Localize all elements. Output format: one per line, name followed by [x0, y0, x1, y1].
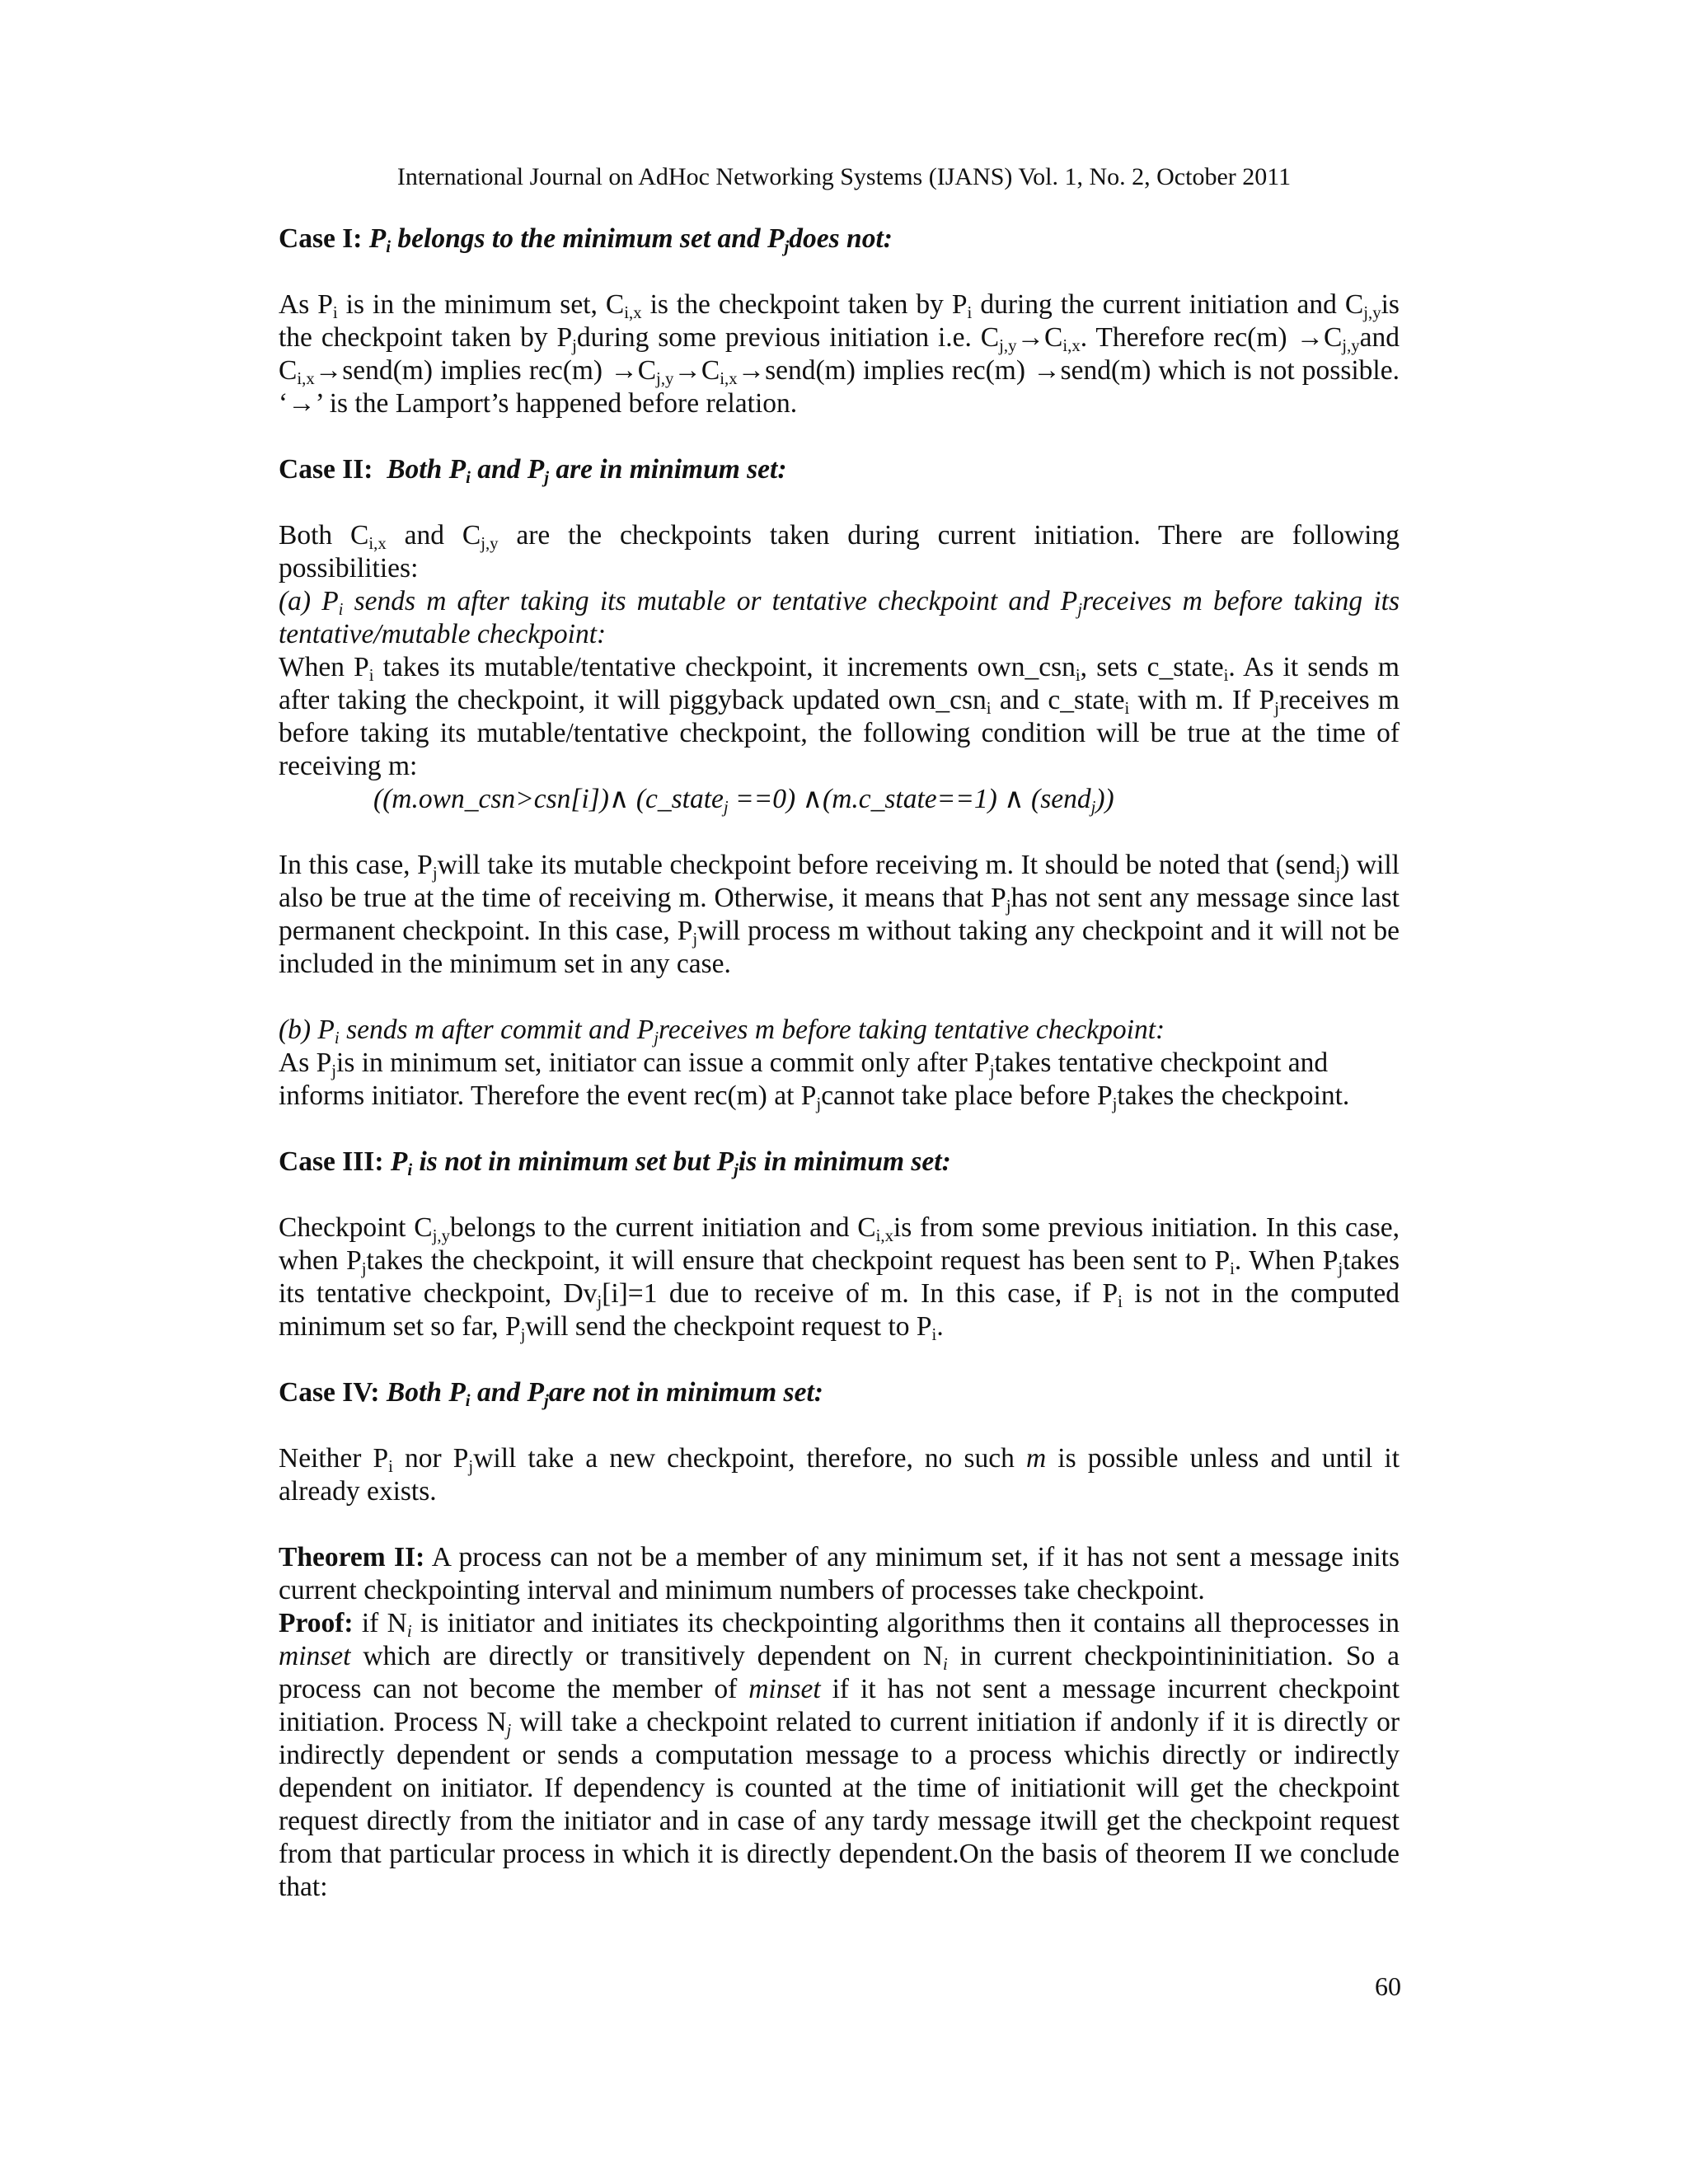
article-body [279, 223, 1400, 1904]
theorem-statement: Theorem II: A process can not be a member of any minimum set, if it has not sent a message inits current checkpointing interval and minimum numbers of processes take checkpoint. [279, 1542, 1400, 1605]
theorem-label: Theorem II: [279, 1542, 425, 1572]
proof-paragraph: Proof: if $N_i$ is initiator and initiates its checkpointing algorithms then it contains all theprocesses in minset which are directly or transitively dependent on $N_i$ in current checkpointininitiation. So a process can not become the member of minset if it has not sent a message incurrent checkpoint initiation. Process $N_j$ will take a checkpoint related to current initiation if andonly if it is directly or indirectly dependent or sends a computation message to a process whichis directly or indirectly dependent on initiator. If dependency is counted at the time of initiationit will get the checkpoint request directly from the initiator and in case of any tardy message itwill get the checkpoint request from that particular process in which it is directly dependent.On the basis of theorem II we conclude that: [279, 1608, 1400, 1902]
case1-heading [279, 223, 1400, 255]
case2-subcase-a-title: (a) $P_i$ sends m after taking its mutable or tentative checkpoint and $P_jreceives$ m before taking its tentative/mutable checkpoint: [279, 586, 1400, 649]
condition-formula: ((m.own_csn>csn[i])∧ (c_state$_j$ ==0) ∧(m.c_state==1) ∧ (send$_j$)) [373, 784, 1114, 817]
case3-title: $P_i$ is not in minimum set but $P_jis$ in minimum set: [390, 1146, 951, 1179]
case2-heading [279, 453, 1400, 486]
case2-subcase-b-body: As $P_jis$ in minimum set, initiator can issue a commit only after $P_jtakes$ tentative checkpoint and informs initiator. Therefore the event rec(m) at $P_jcannot$ take place before $P_jtakes$ the checkpoint. [279, 1047, 1350, 1113]
case2-subcase-a-body: When $P_i$ takes its mutable/tentative checkpoint, it increments own_csn$_i$, sets c_state$_i$. As it sends m after taking the checkpoint, it will piggyback updated own_csn$_i$ and c_state$_i$ with m. If $P_jreceives$ m before taking its mutable/tentative checkpoint, the following condition will be true at the time of receiving m: [279, 652, 1400, 781]
case4-label: Case IV: [279, 1377, 380, 1408]
page-number: 60 [1375, 1971, 1401, 2001]
case4-heading [279, 1376, 1400, 1409]
case3-label: Case III: [279, 1146, 384, 1177]
case4-paragraph: Neither $P_i$ nor $P_jwill$ take a new checkpoint, therefore, no such m is possible unless and until it already exists. [279, 1443, 1400, 1507]
case2-subcase-a-conclusion: In this case, $P_jwill$ take its mutable checkpoint before receiving m. It should be noted that (send$_j$) will also be true at the time of receiving m. Otherwise, it means that $P_jhas$ not sent any message since last permanent checkpoint. In this case, $P_jwill$ process m without taking any checkpoint and it will not be included in the minimum set in any case. [279, 850, 1400, 979]
case1-title: $P_i$ belongs to the minimum set and $P_jdoes$ not: [368, 223, 893, 256]
case4-title: Both $P_i$ and $P_jare$ not in minimum set: [386, 1377, 823, 1410]
case1-paragraph: As $P_i$ is in the minimum set, $C_{i,x}$ is the checkpoint taken by $P_i$ during the current initiation and $C_{j,y}is$ the checkpoint taken by $P_jduring$ some previous initiation i.e. $C_{j,y}\to C_{i,x}$. Therefore $rec(m) \to C_{j,y}and$ $C_{i,x}\to send(m)$ implies $rec(m) \to C_{j,y}\to C_{i,x}\to send(m)$ implies rec(m) →send(m) which is not possible. ‘→’ is the Lamport’s happened before relation. [279, 289, 1400, 419]
case1-label: Case I: [279, 223, 363, 254]
case2-title: Both $P_i$ and $P_j$ are in minimum set: [387, 454, 787, 487]
case2-label: Case II: [279, 454, 373, 485]
case3-heading [279, 1146, 1400, 1179]
case2-subcase-b-title: (b) $P_i$ sends m after commit and $P_jreceives$ m before taking tentative checkpoint: [279, 1015, 1165, 1047]
case2-intro: Both $C_{i,x}$ and $C_{j,y}$ are the checkpoints taken during current initiation. There are following possibilities: [279, 520, 1400, 583]
case3-paragraph: Checkpoint $C_{j,y}belongs$ to the current initiation and $C_{i,x}is$ from some previous initiation. In this case, when $P_jtakes$ the checkpoint, it will ensure that checkpoint request has been sent to $P_i$. When $P_jtakes$ its tentative checkpoint, $Dv_j[i]=1$ due to receive of m. In this case, if $P_i$ is not in the computed minimum set so far, $P_jwill$ send the checkpoint request to $P_i$. [279, 1212, 1400, 1344]
running-head: International Journal on AdHoc Networking Systems (IJANS) Vol. 1, No. 2, October 2011 [396, 163, 1292, 190]
proof-label: Proof: [279, 1608, 354, 1638]
